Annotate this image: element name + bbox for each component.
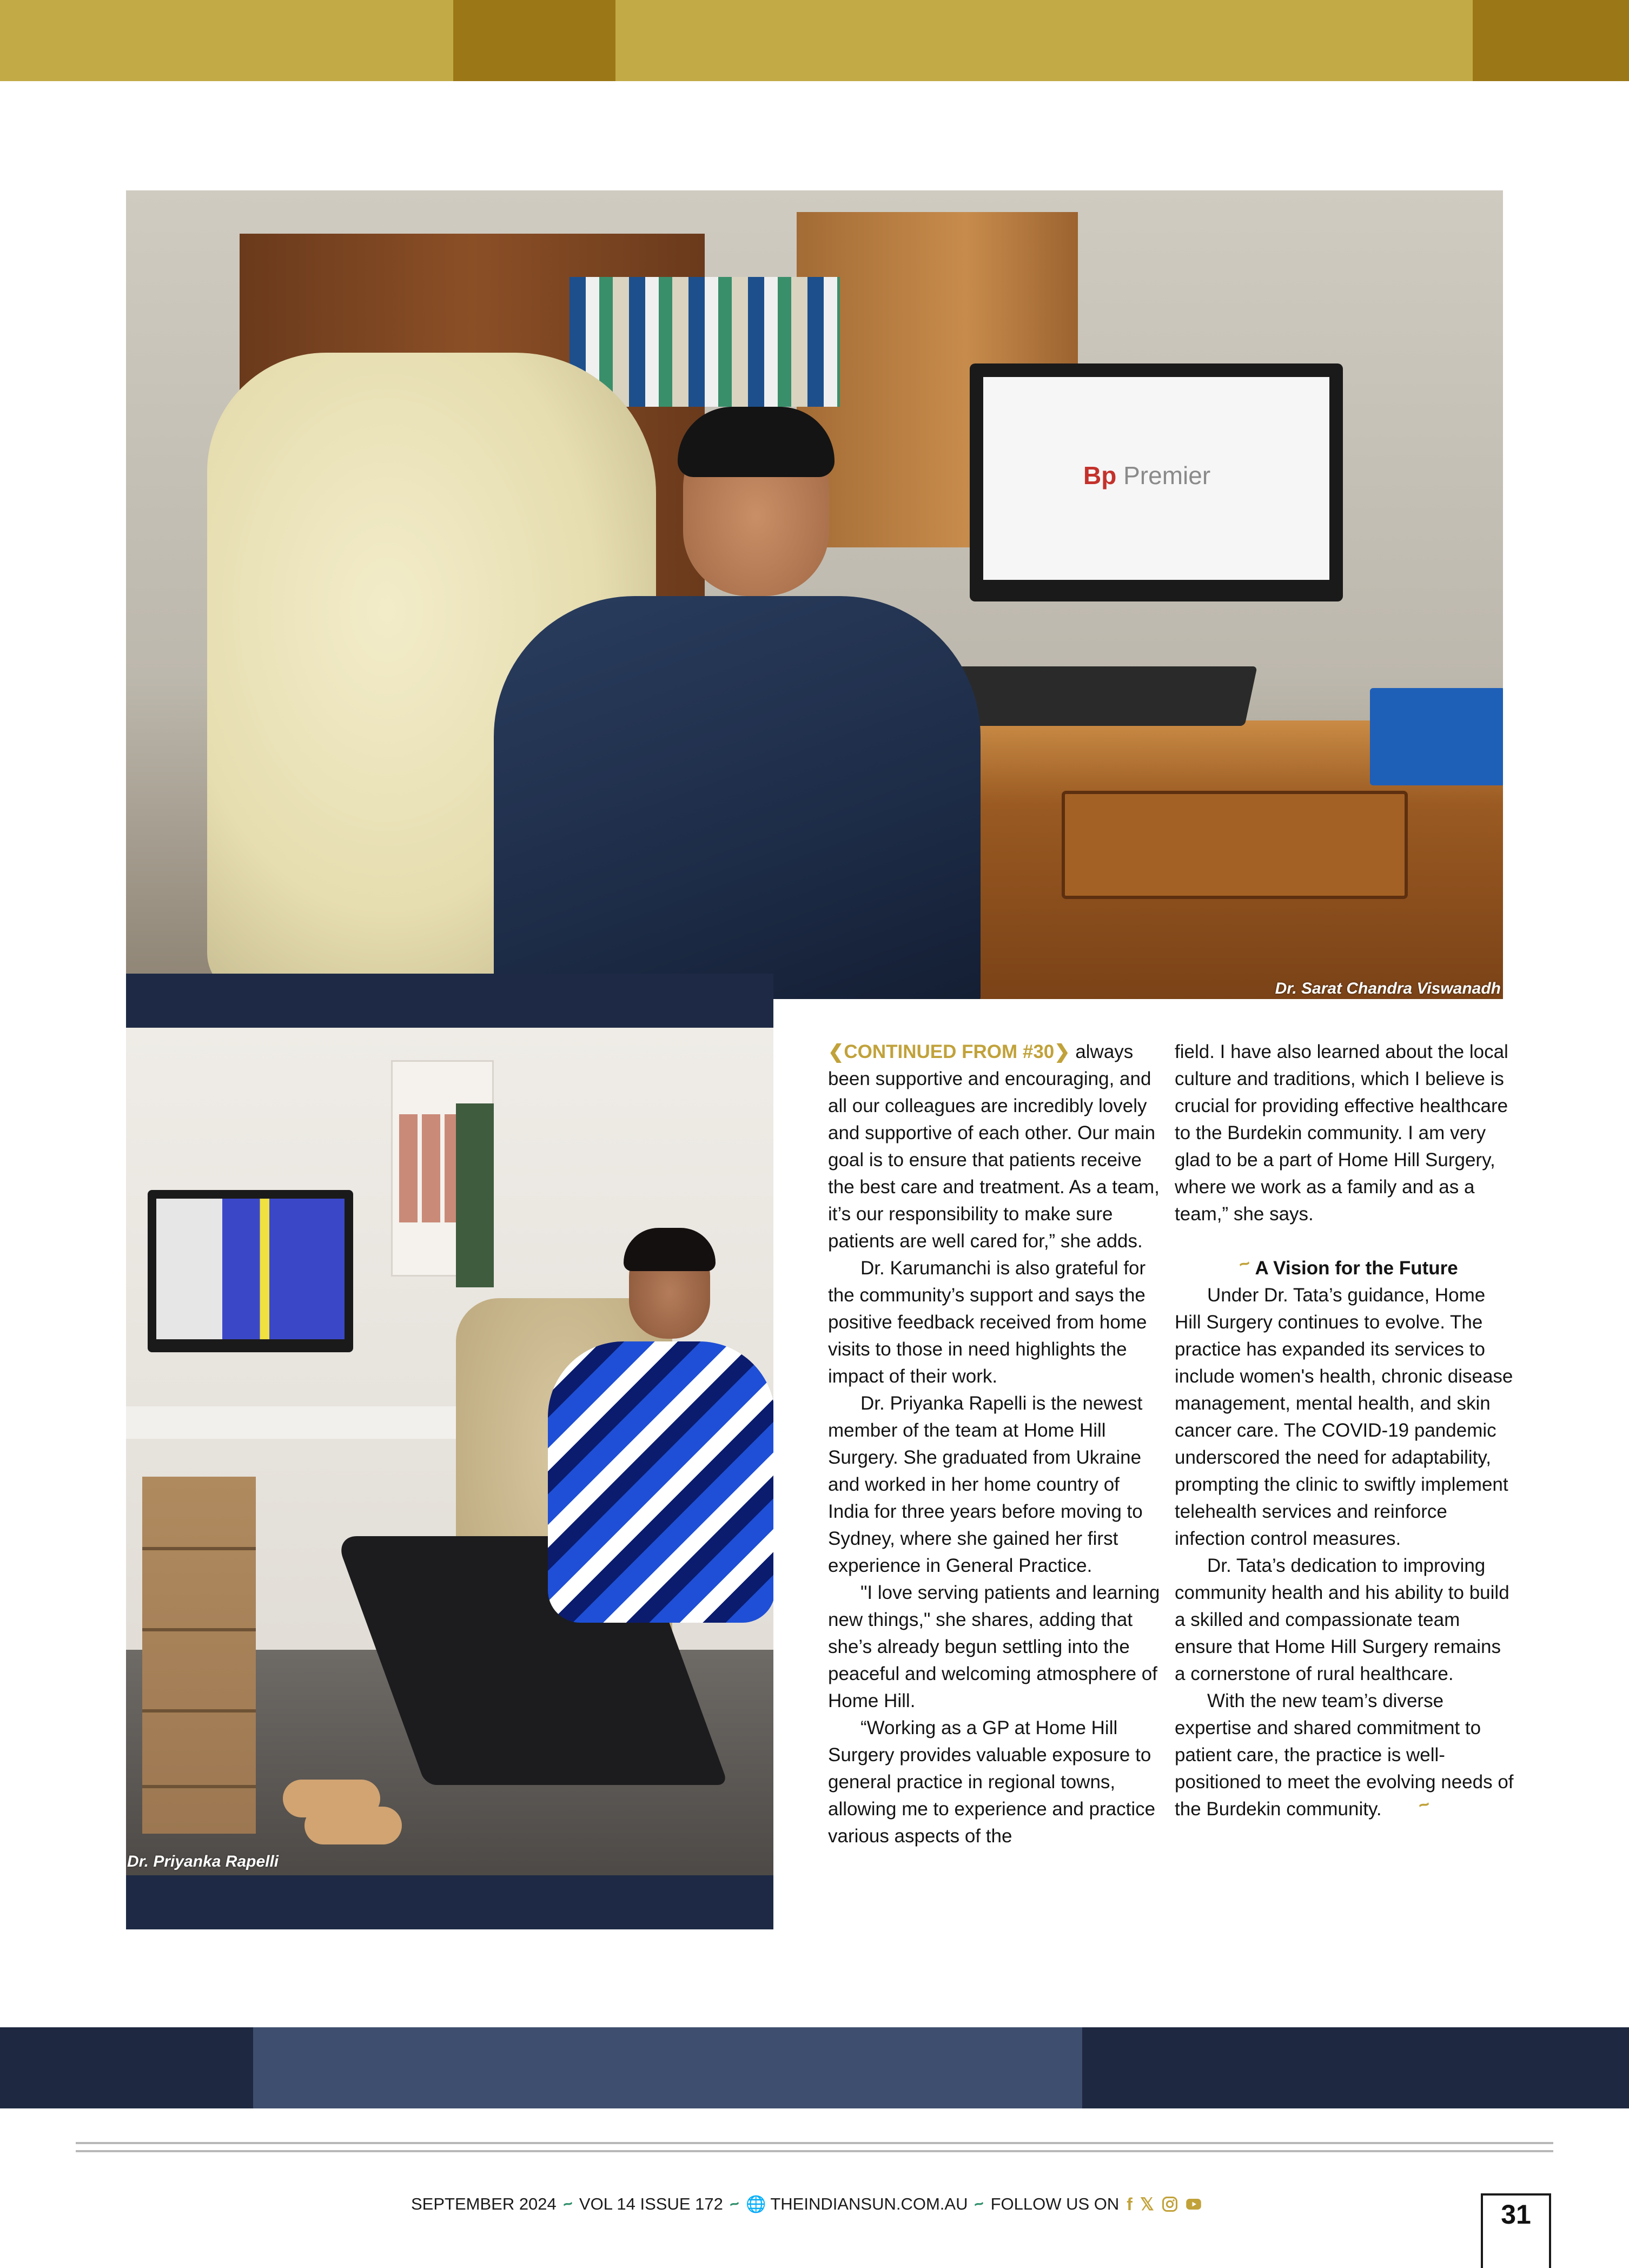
top-bar-gold-wide bbox=[615, 0, 1473, 81]
top-bar-dark-gold-right bbox=[1473, 0, 1629, 81]
top-bar-gold bbox=[0, 0, 453, 81]
photo-dr-sarat bbox=[126, 190, 1503, 999]
chevron-left-icon: ❮ bbox=[828, 1041, 844, 1062]
page-footer bbox=[411, 2191, 1202, 2218]
article-column-1 bbox=[828, 1039, 1163, 1850]
photo-band-top bbox=[126, 974, 773, 1028]
globe-icon: 🌐 bbox=[745, 2195, 766, 2213]
separator-icon: ~ bbox=[560, 2193, 575, 2214]
footer-rule bbox=[76, 2142, 1553, 2144]
footer-follow: FOLLOW US ON bbox=[990, 2194, 1120, 2213]
swoosh-icon: ~ bbox=[1236, 1252, 1253, 1276]
footer-rule bbox=[76, 2150, 1553, 2152]
bottom-band-slate bbox=[253, 2027, 1082, 2108]
photo2-drawers bbox=[142, 1477, 256, 1834]
article-paragraph: field. I have also learned about the local culture and traditions, which I believe is crucial for providing effective healthcare to the Burdekin community. I am very glad to be a part of Home Hill Surgery, where we work as a family and as a team,” she says. bbox=[1175, 1041, 1508, 1225]
facebook-icon[interactable]: f bbox=[1127, 2194, 1133, 2214]
photo-desk-drawer bbox=[1062, 791, 1408, 899]
photo2-drawer-divider bbox=[142, 1709, 256, 1712]
photo2-drawer-divider bbox=[142, 1547, 256, 1550]
photo2-blouse bbox=[548, 1341, 773, 1623]
x-icon[interactable]: 𝕏 bbox=[1140, 2194, 1154, 2214]
youtube-icon[interactable] bbox=[1186, 2196, 1202, 2212]
doctor-hair bbox=[678, 407, 835, 477]
bottom-band-navy bbox=[0, 2027, 253, 2108]
article-paragraph: “Working as a GP at Home Hill Surgery provides valuable exposure to general practice in regional towns, allowing me to experience and practice various aspects of the bbox=[828, 1717, 1156, 1847]
photo2-monitor-screen bbox=[156, 1199, 345, 1339]
separator-icon: ~ bbox=[727, 2193, 742, 2214]
continued-label: CONTINUED FROM #30 bbox=[844, 1041, 1055, 1062]
doctor-suit bbox=[494, 596, 981, 999]
footer-website[interactable]: THEINDIANSUN.COM.AU bbox=[770, 2194, 968, 2213]
photo-band-bottom bbox=[126, 1875, 773, 1929]
instagram-icon[interactable] bbox=[1162, 2196, 1178, 2212]
chevron-right-icon: ❯ bbox=[1054, 1041, 1070, 1062]
bottom-band-navy-right bbox=[1082, 2027, 1629, 2108]
article-paragraph: Dr. Karumanchi is also grateful for the community’s support and says the positive feedback received from home visits to those in need highlights the impact of their work. bbox=[828, 1258, 1147, 1387]
footer-date: SEPTEMBER 2024 bbox=[411, 2194, 557, 2213]
footer-volume: VOL 14 ISSUE 172 bbox=[579, 2194, 723, 2213]
photo-doctor bbox=[478, 407, 1008, 999]
photo-dr-priyanka bbox=[126, 1028, 773, 1875]
photo2-shoe bbox=[304, 1807, 402, 1844]
end-mark-icon: ~ bbox=[1416, 1793, 1433, 1817]
article-paragraph: Under Dr. Tata’s guidance, Home Hill Surgery continues to evolve. The practice has expanded its services to include women's health, chronic disease management, mental health, and skin cancer care. The COVID-19 pandemic underscored the need for adaptability, prompting the clinic to swiftly implement telehealth services and reinforce infection control measures. bbox=[1175, 1285, 1513, 1549]
photo-tissue-box bbox=[1370, 688, 1503, 785]
separator-icon: ~ bbox=[972, 2193, 986, 2214]
photo2-poster-green bbox=[456, 1103, 494, 1287]
article-paragraph: Dr. Priyanka Rapelli is the newest member of the team at Home Hill Surgery. She graduated from Ukraine and worked in her home country of India for three years before moving to Sydney, where she gained her first experience in General Practice. bbox=[828, 1393, 1143, 1576]
paragraph-spacer bbox=[1175, 1228, 1515, 1255]
top-bar-dark-gold bbox=[453, 0, 615, 81]
bp-premier-logo: Bp Premier bbox=[1083, 461, 1211, 490]
photo2-drawer-divider bbox=[142, 1628, 256, 1631]
article-paragraph: "I love serving patients and learning new things," she shares, adding that she’s already begun settling into the peaceful and welcoming atmosphere of Home Hill. bbox=[828, 1582, 1160, 1711]
photo2-drawer-divider bbox=[142, 1785, 256, 1788]
article-paragraph: With the new team’s diverse expertise and shared commitment to patient care, the practice is well-positioned to meet the evolving needs of the Burdekin community. ~ bbox=[1175, 1688, 1515, 1823]
article-paragraph: Dr. Tata’s dedication to improving community health and his ability to build a skilled and compassionate team ensure that Home Hill Surgery remains a cornerstone of rural healthcare. bbox=[1175, 1555, 1509, 1684]
photo-books bbox=[570, 277, 840, 407]
article-column-2 bbox=[1175, 1039, 1515, 1823]
article-paragraph: ❮CONTINUED FROM #30❯ always been supportive and encouraging, and all our colleagues are incredibly lovely and supportive of each other. Our main goal is to ensure that patients receive the best care and treatment. As a team, it’s our responsibility to make sure patients are well cared for,” she adds. bbox=[828, 1041, 1160, 1252]
page-number: 31 bbox=[1481, 2193, 1551, 2268]
photo-caption-bottom: Dr. Priyanka Rapelli bbox=[127, 1853, 279, 1870]
photo-caption-top: Dr. Sarat Chandra Viswanadh bbox=[1275, 980, 1501, 997]
section-subhead: ~ A Vision for the Future bbox=[1175, 1255, 1515, 1282]
